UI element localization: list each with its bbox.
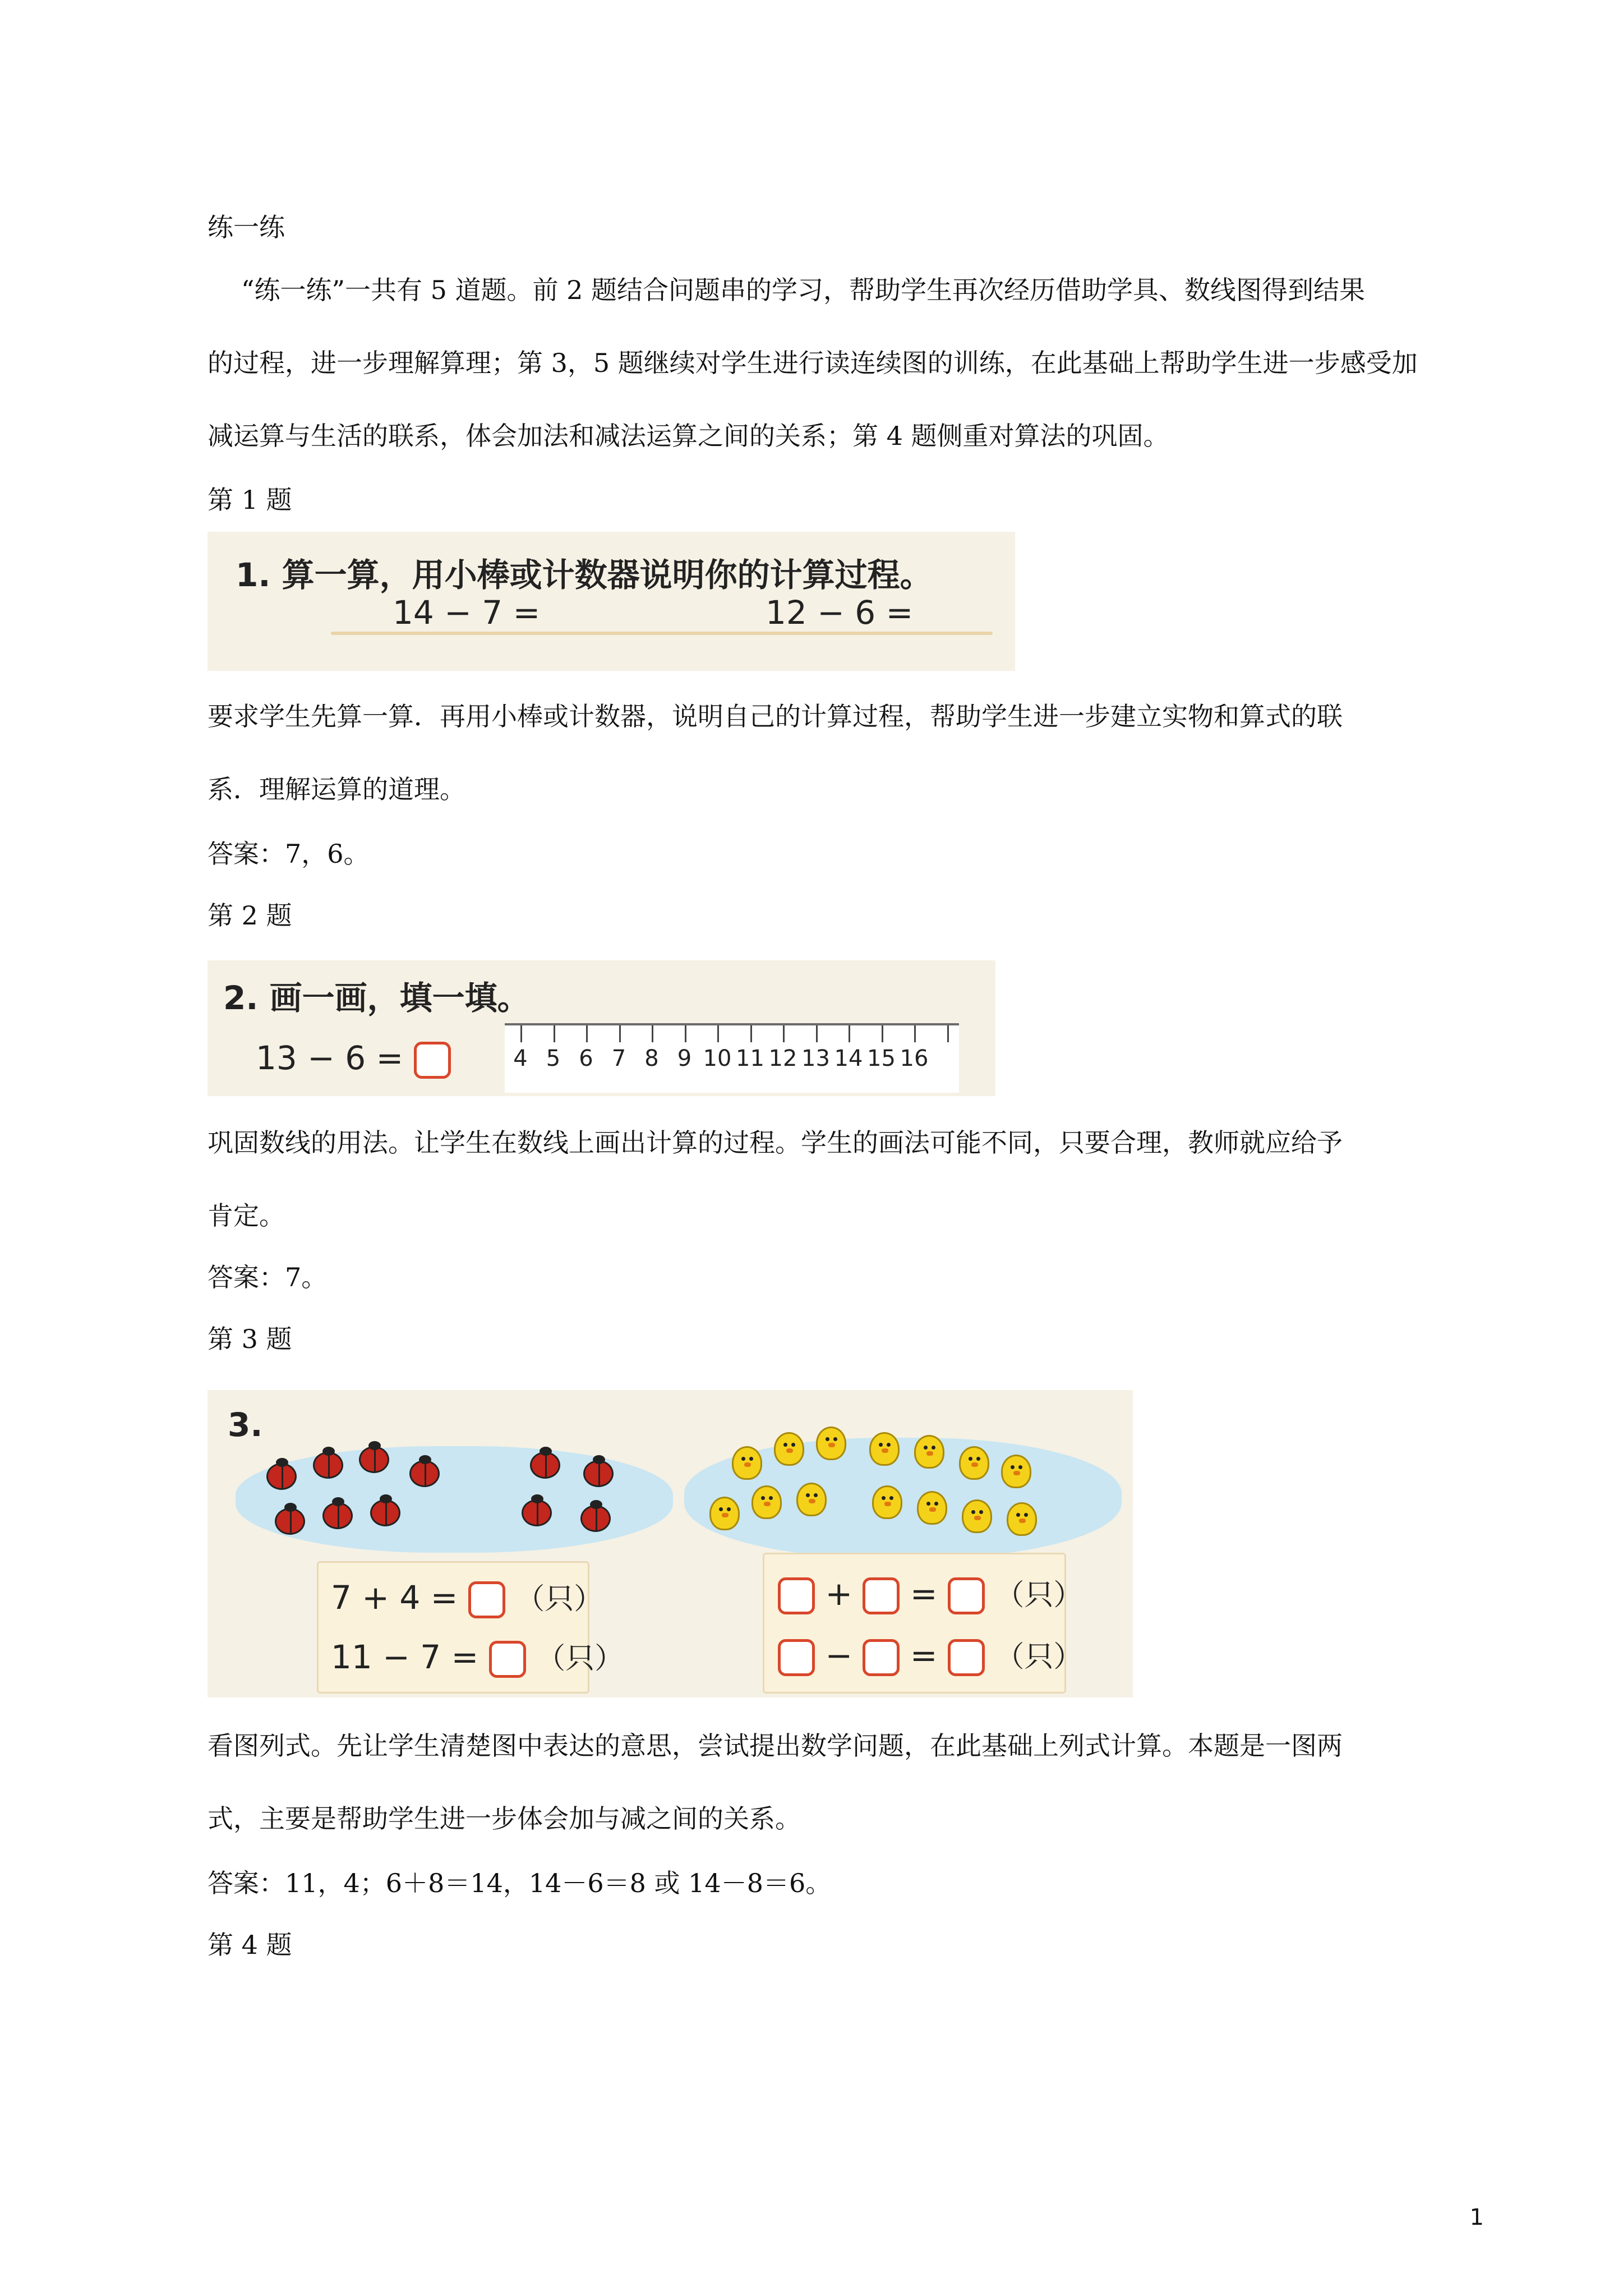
q3-desc-line-1: 看图列式。先让学生清楚图中表达的意思，尝试提出数学问题，在此基础上列式计算。本题是一图两 xyxy=(208,1731,1343,1761)
ladybug-icon xyxy=(583,1460,614,1487)
ladybug-icon xyxy=(275,1508,305,1535)
q2-desc-line-2: 肯定。 xyxy=(208,1200,285,1231)
chick-icon xyxy=(914,1435,944,1469)
intro-line-2: 的过程，进一步理解算理；第 3，5 题继续对学生进行读连续图的训练，在此基础上帮助学生进一步感受加 xyxy=(208,348,1418,378)
chick-icon xyxy=(872,1485,902,1519)
q1-equation-1: 14 − 7 = xyxy=(393,593,541,632)
q1-answer: 答案：7，6。 xyxy=(208,839,370,869)
ladybug-icon xyxy=(359,1446,389,1473)
chick-icon xyxy=(1001,1455,1031,1488)
q1-heading: 第 1 题 xyxy=(208,485,292,515)
q3-heading: 第 3 题 xyxy=(208,1324,292,1354)
ruler-tick xyxy=(816,1025,818,1042)
q3-answer-box[interactable] xyxy=(863,1577,900,1614)
q3-answer-box[interactable] xyxy=(778,1577,815,1614)
page-number: 1 xyxy=(1469,2205,1484,2230)
q4-heading: 第 4 题 xyxy=(208,1930,292,1960)
equals-sign: = xyxy=(910,1636,938,1674)
q3-left-eq1 xyxy=(331,1575,603,1618)
ruler-label: 13 xyxy=(801,1046,830,1071)
q2-equation xyxy=(256,1039,451,1079)
q3-left-card xyxy=(317,1561,624,1694)
chick-icon xyxy=(962,1499,992,1533)
ladybug-icon xyxy=(580,1505,611,1532)
chick-icon xyxy=(869,1432,900,1466)
q3-figure xyxy=(208,1390,1133,1697)
q2-heading: 第 2 题 xyxy=(208,900,292,931)
ladybug-icon xyxy=(522,1499,552,1526)
ruler-tick xyxy=(914,1025,916,1042)
ruler-label: 4 xyxy=(513,1046,528,1071)
ruler-label: 12 xyxy=(768,1046,797,1071)
chick-icon xyxy=(709,1497,740,1530)
q3-left-eq2 xyxy=(331,1635,624,1678)
number-line-ruler xyxy=(505,1023,959,1093)
chick-icon xyxy=(732,1446,762,1480)
q3-answer-box[interactable] xyxy=(489,1641,526,1678)
q3-answer-box[interactable] xyxy=(863,1639,900,1676)
q3-answer-box[interactable] xyxy=(468,1581,505,1618)
q3-left-eq2-text: 11 − 7 = xyxy=(331,1638,479,1676)
ruler-tick xyxy=(652,1025,653,1042)
q3-left-eq1-text: 7 + 4 = xyxy=(331,1579,458,1617)
chick-icon xyxy=(1007,1502,1037,1536)
ladybug-icon xyxy=(409,1460,440,1487)
ruler-label: 14 xyxy=(834,1046,863,1071)
q2-answer-box[interactable] xyxy=(414,1042,451,1079)
ruler-tick xyxy=(554,1025,555,1042)
q3-answer: 答案：11，4；6＋8＝14，14－6＝8 或 14－8＝6。 xyxy=(208,1868,832,1898)
q3-answer-box[interactable] xyxy=(778,1639,815,1676)
ruler-label: 10 xyxy=(703,1046,732,1071)
unit-label: （只） xyxy=(995,1579,1083,1612)
ruler-tick xyxy=(586,1025,588,1042)
q2-desc-line-1: 巩固数线的用法。让学生在数线上画出计算的过程。学生的画法可能不同，只要合理，教师就应给予 xyxy=(208,1128,1343,1158)
ladybug-icon xyxy=(370,1499,400,1526)
ruler-tick xyxy=(685,1025,686,1042)
ladybug-leaf xyxy=(236,1446,673,1553)
chick-icon xyxy=(751,1485,782,1519)
q3-right-eq2 xyxy=(778,1633,1082,1676)
ruler-tick xyxy=(619,1025,621,1042)
unit-label: （只） xyxy=(515,1582,603,1616)
chick-icon xyxy=(796,1483,827,1516)
ruler-label: 11 xyxy=(736,1046,764,1071)
ruler-label: 6 xyxy=(579,1046,593,1071)
q3-answer-box[interactable] xyxy=(948,1639,985,1676)
chick-icon xyxy=(816,1427,846,1460)
intro-line-1: “练一练”一共有 5 道题。前 2 题结合问题串的学习，帮助学生再次经历借助学具、数线图得到结果 xyxy=(241,275,1366,305)
q1-figure-title: 1. 算一算，用小棒或计数器说明你的计算过程。 xyxy=(236,556,933,594)
q3-answer-box[interactable] xyxy=(948,1577,985,1614)
equals-sign: = xyxy=(910,1575,938,1613)
ruler-tick xyxy=(717,1025,719,1042)
q3-figure-title: 3. xyxy=(228,1406,263,1444)
intro-line-3: 减运算与生活的联系，体会加法和减法运算之间的关系；第 4 题侧重对算法的巩固。 xyxy=(208,421,1169,451)
chick-icon xyxy=(917,1491,947,1525)
q2-answer: 答案：7。 xyxy=(208,1262,328,1292)
unit-label: （只） xyxy=(995,1640,1083,1674)
section-title: 练一练 xyxy=(208,212,285,242)
ruler-tick xyxy=(849,1025,850,1042)
q3-right-eq1 xyxy=(778,1571,1082,1614)
q1-figure xyxy=(208,532,1015,671)
q1-divider xyxy=(331,632,993,635)
ladybug-icon xyxy=(313,1452,343,1479)
unit-label: （只） xyxy=(536,1642,624,1676)
ruler-label: 8 xyxy=(644,1046,659,1071)
minus-sign: − xyxy=(825,1636,853,1674)
q1-desc-line-1: 要求学生先算一算．再用小棒或计数器，说明自己的计算过程，帮助学生进一步建立实物和算式的联 xyxy=(208,701,1343,731)
ruler-tick xyxy=(520,1025,522,1042)
ruler-tick xyxy=(750,1025,752,1042)
chick-icon xyxy=(774,1432,804,1466)
ruler-label: 7 xyxy=(611,1046,626,1071)
ladybug-icon xyxy=(530,1452,560,1479)
chick-icon xyxy=(959,1446,989,1480)
ruler-tick xyxy=(882,1025,883,1042)
q2-equation-text: 13 − 6 = xyxy=(256,1039,404,1077)
ladybug-icon xyxy=(266,1463,297,1490)
q3-right-card xyxy=(763,1553,1083,1694)
plus-sign: + xyxy=(825,1575,853,1613)
q3-desc-line-2: 式，主要是帮助学生进一步体会加与减之间的关系。 xyxy=(208,1803,801,1834)
ruler-label: 16 xyxy=(900,1046,929,1071)
ruler-tick xyxy=(947,1025,949,1042)
q2-figure-title: 2. 画一画，填一填。 xyxy=(223,979,530,1017)
q2-figure xyxy=(208,960,995,1096)
q1-desc-line-2: 系．理解运算的道理。 xyxy=(208,774,465,804)
ruler-label: 9 xyxy=(677,1046,692,1071)
ruler-tick xyxy=(783,1025,785,1042)
q1-equation-2: 12 − 6 = xyxy=(766,593,914,632)
ladybug-icon xyxy=(322,1502,353,1529)
ruler-label: 15 xyxy=(867,1046,896,1071)
ruler-label: 5 xyxy=(546,1046,561,1071)
